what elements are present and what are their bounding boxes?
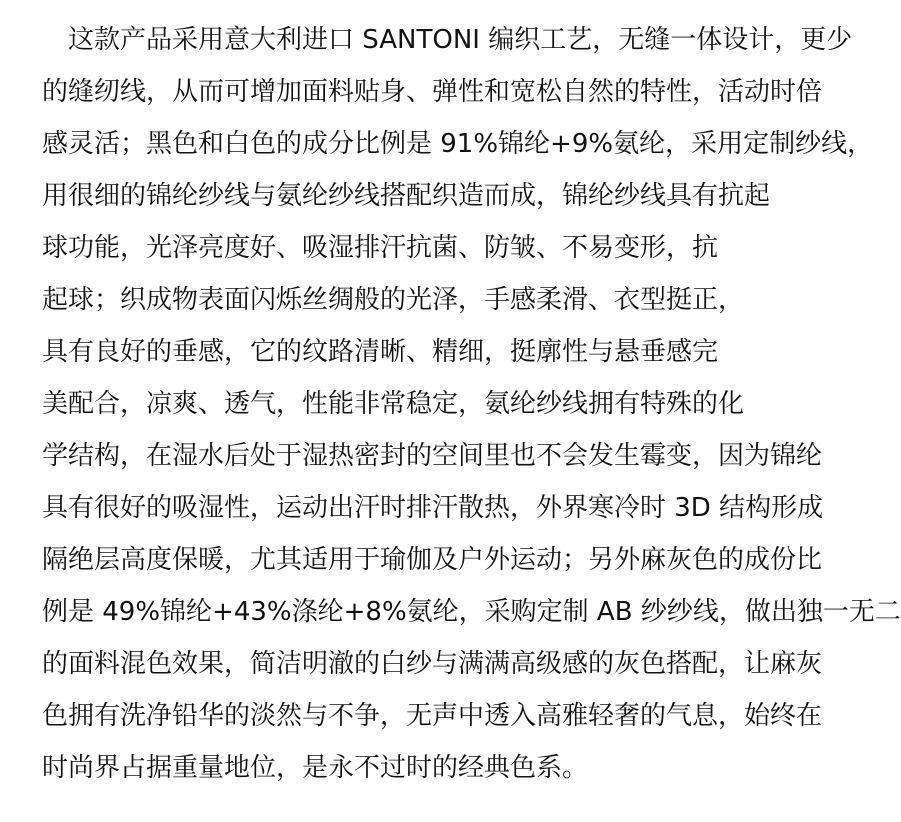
product-description-paragraph (42, 14, 901, 794)
text-line-3: 感灵活；黑色和白色的成分比例是 91%锦纶+9%氨纶，采用定制纱线， (42, 129, 874, 159)
text-line-10: 具有很好的吸湿性，运动出汗时排汗散热，外界寒冷时 3D 结构形成 (42, 493, 824, 523)
text-line-11: 隔绝层高度保暖，尤其适用于瑜伽及户外运动；另外麻灰色的成份比 (42, 545, 823, 575)
text-line-14: 色拥有洗净铅华的淡然与不争，无声中透入高雅轻奢的气息，始终在 (42, 701, 823, 731)
text-line-5: 球功能，光泽亮度好、吸湿排汗抗菌、防皱、不易变形，抗 (42, 233, 719, 263)
text-line-15: 时尚界占据重量地位，是永不过时的经典色系。 (42, 753, 589, 783)
text-line-4: 用很细的锦纶纱线与氨纶纱线搭配织造而成，锦纶纱线具有抗起 (42, 181, 771, 211)
text-line-7: 具有良好的垂感，它的纹路清晰、精细，挺廓性与悬垂感完 (42, 337, 719, 367)
text-line-2: 的缝纫线，从而可增加面料贴身、弹性和宽松自然的特性，活动时倍 (42, 77, 823, 107)
text-line-6: 起球；织成物表面闪烁丝绸般的光泽，手感柔滑、衣型挺正， (42, 285, 745, 315)
text-line-9: 学结构，在湿水后处于湿热密封的空间里也不会发生霉变，因为锦纶 (42, 441, 823, 471)
text-line-8: 美配合，凉爽、透气，性能非常稳定，氨纶纱线拥有特殊的化 (42, 389, 745, 419)
text-line-13: 的面料混色效果，简洁明澈的白纱与满满高级感的灰色搭配，让麻灰 (42, 649, 823, 679)
text-line-1: 这款产品采用意大利进口 SANTONI 编织工艺，无缝一体设计，更少 (68, 25, 853, 55)
text-line-12: 例是 49%锦纶+43%涤纶+8%氨纶，采购定制 AB 纱纱线，做出独一无二 (42, 597, 901, 627)
